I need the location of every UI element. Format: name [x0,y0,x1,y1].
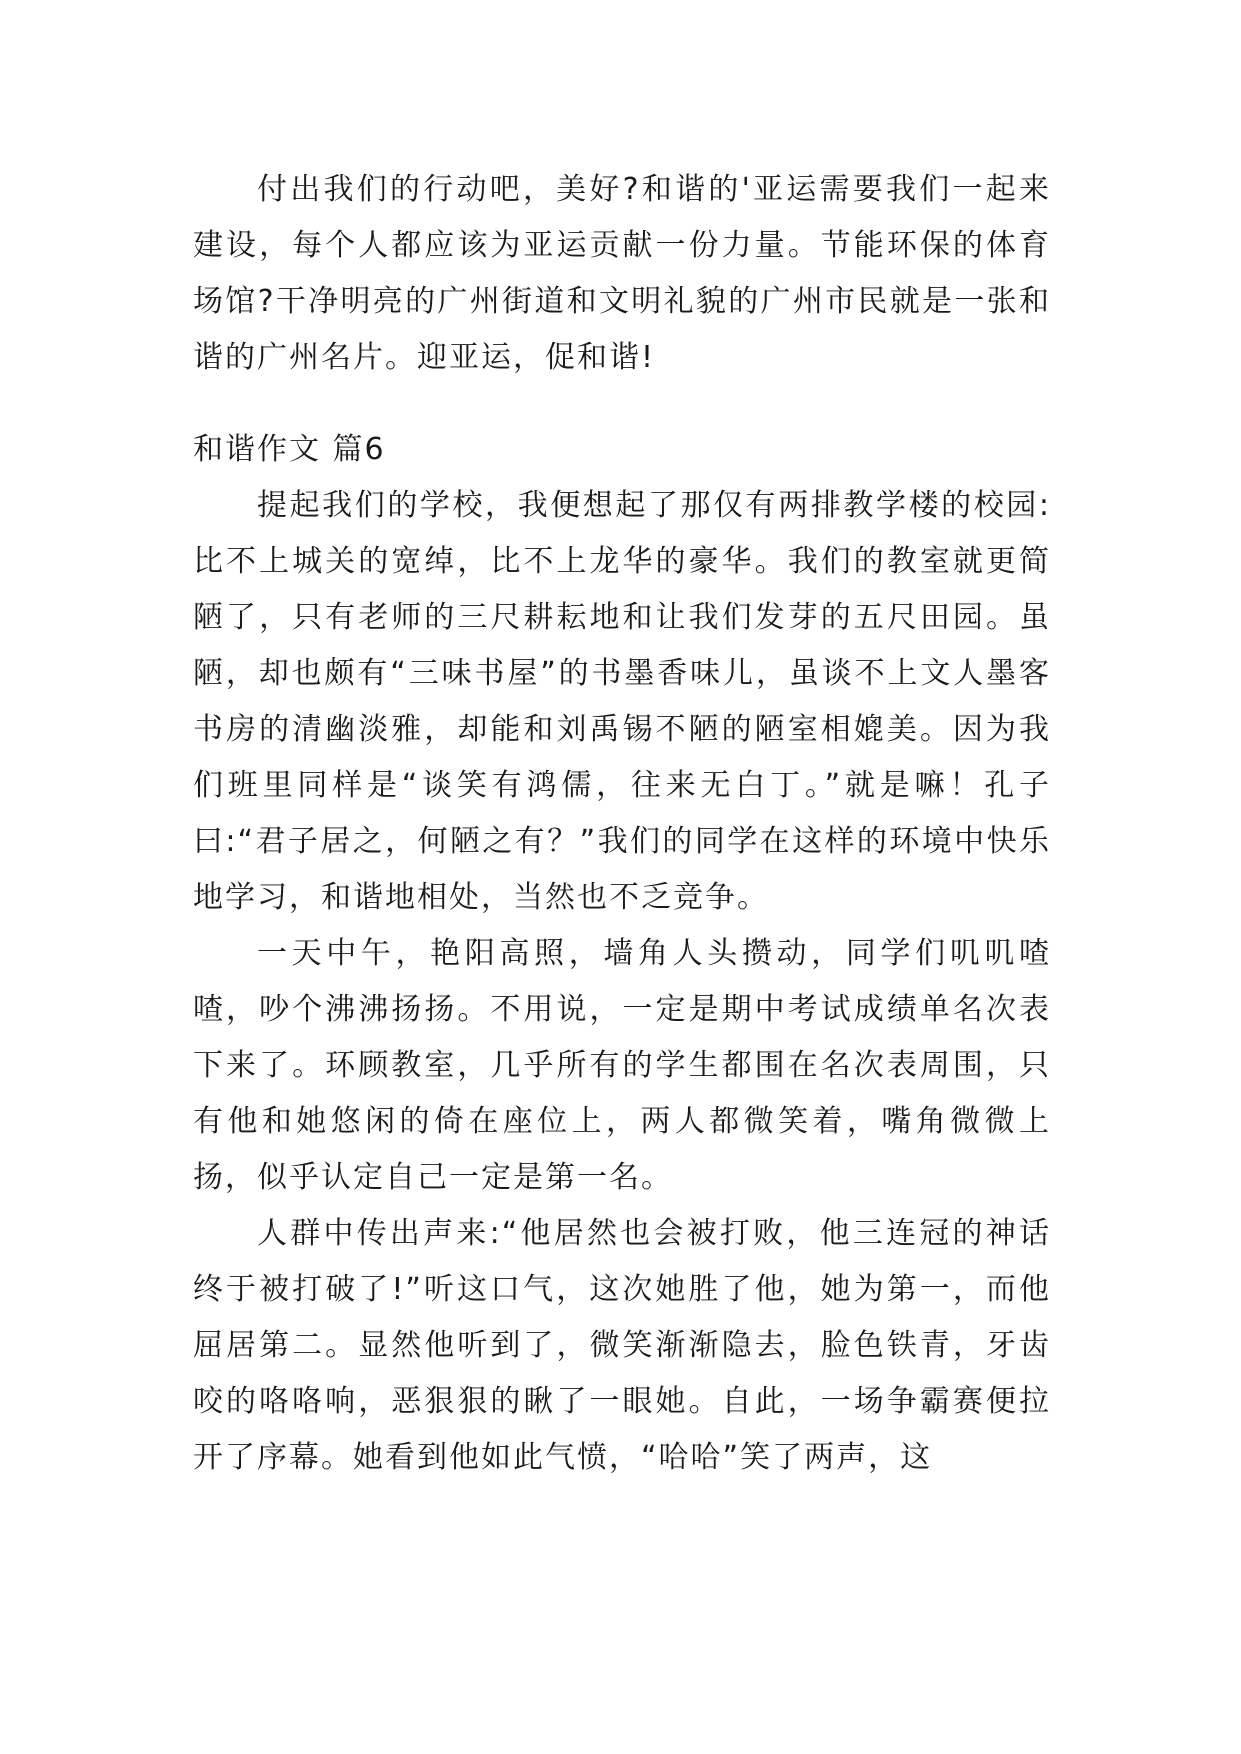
section-heading: 和谐作文 篇6 [193,432,386,467]
paragraph-intro: 付出我们的行动吧，美好?和谐的'亚运需要我们一起来建设，每个人都应该为亚运贡献一份力量。节能环保的体育场馆?干净明亮的广州街道和文明礼貌的广州市民就是一张和谐的广州名片。迎亚运，促和谐! [193,172,1051,375]
paragraph-crowd: 人群中传出声来:“他居然也会被打败，他三连冠的神话终于被打破了!”听这口气，这次她胜了他，她为第一，而他屈居第二。显然他听到了，微笑渐渐隐去，脸色铁青，牙齿咬的咯咯响，恶狠狠的瞅了一眼她。自此，一场争霸赛便拉开了序幕。她看到他如此气愤，“哈哈”笑了两声，这 [193,1216,1051,1475]
paragraph-noon: 一天中午，艳阳高照，墙角人头攒动，同学们叽叽喳喳，吵个沸沸扬扬。不用说，一定是期中考试成绩单名次表下来了。环顾教室，几乎所有的学生都围在名次表周围，只有他和她悠闲的倚在座位上，两人都微笑着，嘴角微微上扬，似乎认定自己一定是第一名。 [193,936,1051,1195]
document-body [193,162,1051,1486]
paragraph-school: 提起我们的学校，我便想起了那仅有两排教学楼的校园:比不上城关的宽绰，比不上龙华的豪华。我们的教室就更简陋了，只有老师的三尺耕耘地和让我们发芽的五尺田园。虽陋，却也颇有“三味书屋”的书墨香味儿，虽谈不上文人墨客书房的清幽淡雅，却能和刘禹锡不陋的陋室相媲美。因为我们班里同样是“谈笑有鸿儒，往来无白丁。”就是嘛！孔子曰:“君子居之，何陋之有？”我们的同学在这样的环境中快乐地学习，和谐地相处，当然也不乏竞争。 [193,488,1051,915]
